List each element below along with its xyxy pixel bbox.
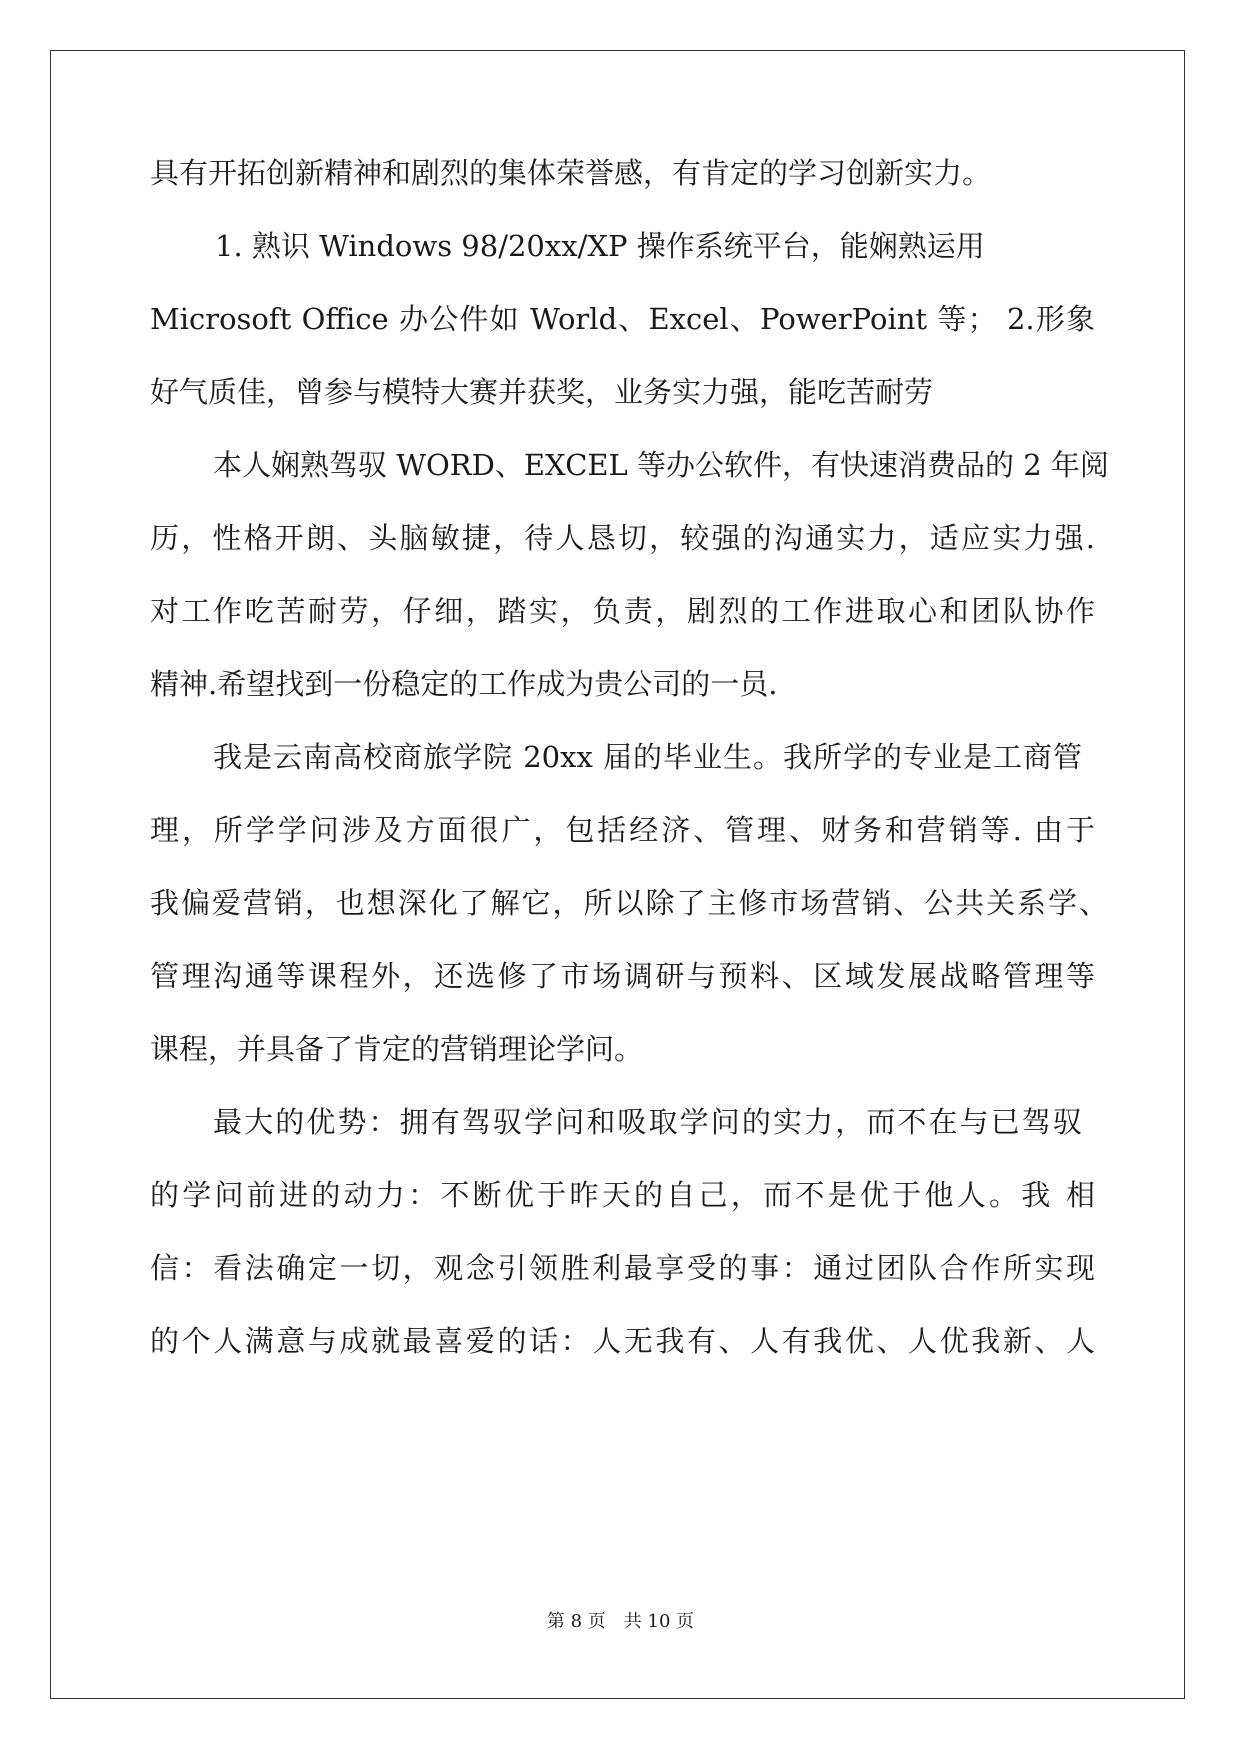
text-line: 课程，并具备了肯定的营销理论学问。 — [150, 1032, 644, 1066]
text-line: 1. 熟识 Windows 98/20xx/XP 操作系统平台，能娴熟运用 — [215, 229, 985, 263]
page-footer: 第 8 页 共 10 页 — [546, 1611, 695, 1632]
text-line: 我是云南高校商旅学院 20xx 届的毕业生。我所学的专业是工商管 — [213, 740, 1082, 774]
text-line: 历，性格开朗、头脑敏捷，待人恳切，较强的沟通实力，适应实力强. — [150, 521, 1095, 555]
text-line: 理，所学学问涉及方面很广，包括经济、管理、财务和营销等. 由于 — [150, 813, 1095, 847]
text-line: 信：看法确定一切，观念引领胜利最享受的事：通过团队合作所实现 — [150, 1251, 1095, 1285]
page-border — [50, 50, 1185, 1699]
text-line: 管理沟通等课程外，还选修了市场调研与预料、区域发展战略管理等 — [150, 959, 1095, 993]
text-line: 具有开拓创新精神和剧烈的集体荣誉感，有肯定的学习创新实力。 — [150, 156, 992, 190]
text-line: 的个人满意与成就最喜爱的话：人无我有、人有我优、人优我新、人 — [150, 1324, 1095, 1358]
text-line: 本人娴熟驾驭 WORD、EXCEL 等办公软件，有快速消费品的 2 年阅 — [213, 448, 1109, 482]
text-line: 我偏爱营销，也想深化了解它，所以除了主修市场营销、公共关系学、 — [150, 886, 1108, 920]
text-line: 的学问前进的动力：不断优于昨天的自己，而不是优于他人。我 相 — [150, 1178, 1095, 1212]
text-line: 好气质佳，曾参与模特大赛并获奖，业务实力强，能吃苦耐劳 — [150, 375, 934, 409]
text-line: 最大的优势：拥有驾驭学问和吸取学问的实力，而不在与已驾驭 — [213, 1105, 1082, 1139]
text-line: 对工作吃苦耐劳，仔细，踏实，负责，剧烈的工作进取心和团队协作 — [150, 594, 1095, 628]
text-line: 精神.希望找到一份稳定的工作成为贵公司的一员. — [150, 667, 778, 701]
text-line: Microsoft Office 办公件如 World、Excel、PowerPoint 等； 2.形象 — [150, 302, 1095, 336]
